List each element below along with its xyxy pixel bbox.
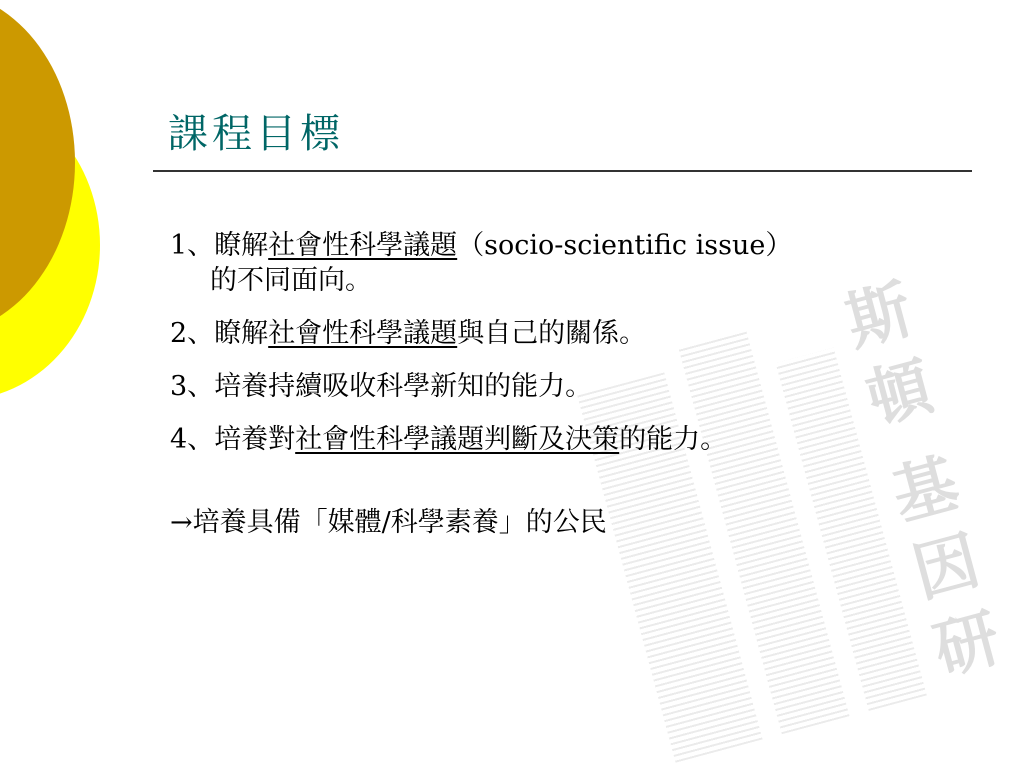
item-text: 與自己的關係。 [457,318,647,350]
underlined-term: 社會性科學議題判斷及決策 [295,424,620,456]
underlined-term: 社會性科學議題 [268,230,458,261]
item-text: 瞭解 [214,230,269,261]
item-text: 培養對 [214,424,296,456]
item-number: 3、 [170,371,215,403]
item-number: 1、 [170,230,215,261]
underlined-term: 社會性科學議題 [268,318,458,350]
newspaper-watermark-image: 斯 頓 基 因 研 [548,253,1024,768]
slide-title: 課程目標 [168,111,344,157]
item-continuation: 的不同面向。 [210,265,372,297]
item-text: 培養持續吸收科學新知的能力。 [214,371,593,403]
objectives-list [170,228,960,559]
item-number: 4、 [170,424,215,456]
item-text: （socio-scientific issue） [457,230,793,261]
objective-item-4 [170,422,960,457]
title-divider [153,170,972,172]
item-text: 的能力。 [619,424,728,456]
conclusion-line: →培養具備「媒體/科學素養」的公民 [170,507,607,539]
item-number: 2、 [170,318,215,350]
objective-item-3 [170,369,960,404]
objective-item-1 [170,228,960,298]
objective-item-2 [170,316,960,351]
item-text: 瞭解 [214,318,269,350]
